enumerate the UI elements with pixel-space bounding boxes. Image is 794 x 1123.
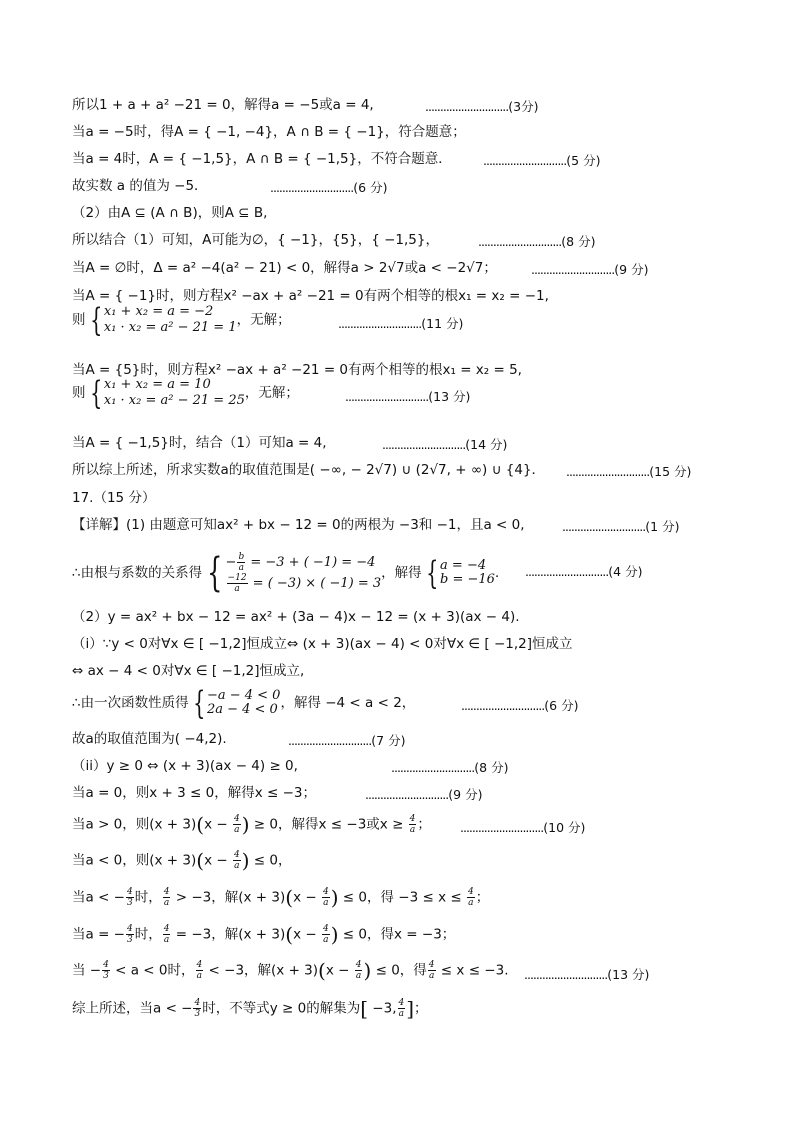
fraction [237, 552, 245, 573]
solution-line-l19: ⇔ ax − 4 < 0对∀x ∈ [ −1,2]恒成立, [72, 663, 305, 679]
left-brace: { [192, 684, 205, 722]
system-rows [226, 552, 382, 594]
fraction-denominator: a [355, 971, 362, 981]
left-paren: ( [285, 885, 294, 910]
fraction-denominator: a [428, 971, 435, 981]
fraction [398, 998, 406, 1019]
score-marker [461, 696, 578, 714]
left-brace: { [89, 301, 102, 339]
fraction-numerator: 4 [322, 924, 329, 934]
score-marker [270, 178, 387, 196]
system-row: −a − 4 < 0 [206, 688, 281, 703]
expr-x-minus: x − [293, 926, 321, 943]
solution-system [422, 554, 495, 592]
leader-dots: ............................ [365, 787, 449, 802]
text-run: ≤ 0，得 [371, 962, 427, 979]
solution-line-l3: 当a = 4时，A = { −1,5}，A ∩ B = { −1,5}，不符合题意． [72, 151, 452, 167]
leader-dots: ............................ [525, 564, 609, 579]
fraction-denominator: a [234, 584, 240, 594]
fraction [467, 887, 475, 908]
leader-dots: ............................ [338, 316, 422, 331]
score-marker [562, 517, 679, 535]
leader-dots: ............................ [483, 153, 567, 168]
solution-line-l8: 当A = { −1}时，则方程x² −ax + a² −21 = 0有两个相等的根x₁ = x₂ = −1, [72, 288, 549, 304]
case-a-equals-neg-4-3 [72, 924, 455, 945]
fraction-numerator: 4 [163, 887, 170, 897]
text-run: −3, [368, 1000, 397, 1017]
score-marker [524, 965, 649, 983]
text-run: 当 − [72, 962, 102, 979]
expr-x-minus: x − [293, 889, 321, 906]
score-marker [566, 462, 691, 480]
system-row: b = −16 [440, 572, 495, 587]
text-run: 当a > 0，则(x + 3) [72, 816, 197, 833]
equation-system [86, 374, 245, 412]
fraction [428, 960, 436, 981]
system-prefix: 则 [72, 312, 86, 328]
text-run: ≤ 0， [249, 852, 292, 869]
right-paren: ) [330, 922, 339, 947]
left-paren: ( [318, 958, 326, 983]
leader-dots: ............................ [382, 437, 466, 452]
score-marker [425, 97, 538, 115]
solution-line-l22: （ii）y ≥ 0 ⇔ (x + 3)(ax − 4) ≥ 0, [72, 758, 298, 774]
fraction-numerator: 4 [428, 960, 435, 970]
score-text: (8 分) [474, 760, 509, 775]
fraction-denominator: a [163, 935, 170, 945]
fraction-denominator: a [196, 971, 203, 981]
fraction-denominator: a [323, 898, 329, 908]
fraction-denominator: a [409, 825, 416, 835]
score-text: (6 分) [544, 698, 579, 713]
linear-function-line [72, 684, 416, 722]
fraction-denominator: a [323, 935, 329, 945]
fraction-denominator: 3 [194, 1009, 201, 1019]
fraction [322, 924, 330, 945]
score-marker [338, 314, 463, 332]
solution-line-l23: 当a = 0，则x + 3 ≤ 0，解得x ≤ −3； [72, 785, 316, 801]
text-run: < −3，解(x + 3) [204, 962, 319, 979]
text-run: ，解得 −4 < a < 2， [280, 695, 416, 711]
score-text: (15 分) [649, 464, 692, 479]
expr-x-minus: x − [325, 962, 354, 979]
left-brace: { [207, 550, 223, 596]
score-marker [483, 151, 600, 169]
text-run: < a < 0时， [110, 962, 195, 979]
fraction [233, 850, 241, 871]
left-bracket: [ [360, 996, 369, 1021]
fraction [126, 887, 134, 908]
leader-dots: ............................ [460, 820, 544, 835]
score-marker [478, 232, 595, 250]
fraction-denominator: 3 [126, 898, 133, 908]
expr-x-minus: x − [204, 816, 232, 833]
expr-x-minus: x − [204, 852, 232, 869]
score-text: (13 分) [428, 389, 471, 404]
fraction [163, 924, 171, 945]
fraction-numerator: 4 [196, 960, 203, 970]
fraction-numerator: 4 [126, 924, 133, 934]
right-paren: ) [330, 885, 339, 910]
system-rows [104, 304, 237, 336]
fraction-numerator: 4 [194, 998, 201, 1008]
score-marker [525, 562, 642, 580]
text-run: ； [414, 1000, 428, 1017]
solution-line-l15: 【详解】(1) 由题意可知ax² + bx − 12 = 0的两根为 −3和 −1，且a < 0, [72, 517, 525, 533]
fraction-numerator: 4 [233, 850, 240, 860]
text-run: 当a = − [72, 926, 125, 943]
right-paren: ) [241, 848, 250, 873]
score-text: (10 分) [543, 820, 586, 835]
text-run: 当a < − [72, 889, 125, 906]
case-a-negative [72, 850, 292, 871]
case-a-positive [72, 814, 431, 835]
left-paren: ( [196, 812, 205, 837]
vieta-line [72, 552, 508, 594]
fraction [227, 573, 248, 594]
leader-dots: ............................ [524, 967, 608, 982]
text-run: ，解得 [381, 565, 422, 581]
system-row [226, 552, 382, 573]
score-text: (1 分) [645, 519, 680, 534]
fraction-numerator: 4 [398, 998, 405, 1008]
system-line-l9 [72, 301, 291, 339]
right-paren: ) [363, 958, 372, 983]
right-bracket: ] [406, 996, 415, 1021]
text-run: 综上所述，当a < − [72, 1000, 193, 1017]
left-brace: { [89, 374, 102, 412]
score-marker [531, 260, 648, 278]
solution-line-l1: 所以1 + a + a² −21 = 0，解得a = −5或a = 4, [72, 97, 374, 113]
text-run: > −3，解(x + 3) [171, 889, 286, 906]
system-line-l11 [72, 374, 299, 412]
system-row: x₁ · x₂ = a² − 21 = 25 [103, 393, 245, 408]
fraction-denominator: a [238, 563, 245, 573]
fraction-numerator: 4 [103, 960, 109, 970]
system-row [226, 573, 382, 594]
score-marker [365, 785, 482, 803]
system-row: a = −4 [440, 558, 487, 573]
equation-system [202, 552, 381, 594]
score-text: (7 分) [371, 733, 406, 748]
fraction-numerator: 4 [467, 887, 474, 897]
solution-line-l10: 当A = {5}时，则方程x² −ax + a² −21 = 0有两个相等的根x₁ = x₂ = 5, [72, 362, 522, 378]
leader-dots: ............................ [288, 733, 372, 748]
fraction [409, 814, 417, 835]
solution-line-l4: 故实数 a 的值为 −5． [72, 178, 208, 194]
solution-line-l17: （2）y = ax² + bx − 12 = ax² + (3a − 4)x − 12 = (x + 3)(ax − 4). [72, 609, 520, 625]
fraction [233, 814, 241, 835]
system-row: x₁ · x₂ = a² − 21 = 1 [103, 320, 237, 335]
fraction [196, 960, 204, 981]
score-text: (3分) [508, 99, 539, 114]
solution-line-l14: 17.（15 分） [72, 490, 156, 506]
text-run: 时，不等式y ≥ 0的解集为 [202, 1000, 361, 1017]
leader-dots: ............................ [425, 99, 509, 114]
system-row: 2a − 4 < 0 [206, 702, 278, 717]
score-marker [391, 758, 508, 776]
text-run: 时， [134, 889, 162, 906]
fraction-numerator: −12 [227, 573, 247, 583]
left-paren: ( [285, 922, 294, 947]
fraction-denominator: a [468, 898, 474, 908]
score-text: (14 分) [465, 437, 508, 452]
system-rows [104, 377, 245, 409]
text-run: − [225, 555, 237, 570]
fraction-numerator: 4 [355, 960, 362, 970]
score-text: (11 分) [421, 316, 464, 331]
solution-line-l7: 当A = ∅时，Δ = a² −4(a² − 21) < 0，解得a > 2√7或a < −2√7； [72, 260, 497, 276]
text-run: = −3，解(x + 3) [171, 926, 286, 943]
case-a-less-than-neg-4-3 [72, 887, 489, 908]
text-run: 时， [134, 926, 162, 943]
system-prefix: 则 [72, 385, 86, 401]
leader-dots: ............................ [270, 180, 354, 195]
solution-line-l2: 当a = −5时，得A = { −1, −4}，A ∩ B = { −1}，符合题意； [72, 124, 466, 140]
system-suffix: ，无解； [236, 312, 291, 328]
leader-dots: ............................ [391, 760, 475, 775]
fraction-numerator: b [238, 552, 245, 562]
fraction [126, 924, 134, 945]
text-run: 当a < 0，则(x + 3) [72, 852, 197, 869]
fraction-denominator: a [163, 898, 170, 908]
fraction-denominator: 3 [126, 935, 133, 945]
text-run: ≤ x ≤ −3. [436, 962, 509, 979]
text-run: ． [494, 565, 509, 581]
left-paren: ( [196, 848, 205, 873]
text-run: ； [417, 816, 431, 833]
solution-line-l18: （i）∵y < 0对∀x ∈ [ −1,2]恒成立⇔ (x + 3)(ax − 4) < 0对∀x ∈ [ −1,2]恒成立 [72, 636, 573, 652]
fraction-numerator: 4 [233, 814, 240, 824]
system-row: x₁ + x₂ = a = −2 [103, 304, 214, 319]
leader-dots: ............................ [566, 464, 650, 479]
fraction [102, 960, 110, 981]
fraction-denominator: a [234, 861, 240, 871]
system-rows [440, 559, 495, 587]
leader-dots: ............................ [531, 262, 615, 277]
leader-dots: ............................ [478, 234, 562, 249]
score-text: (5 分) [566, 153, 601, 168]
score-text: (8 分) [561, 234, 596, 249]
fraction-numerator: 4 [163, 924, 170, 934]
score-marker [460, 818, 585, 836]
fraction-denominator: a [234, 825, 240, 835]
system-row: x₁ + x₂ = a = 10 [103, 377, 211, 392]
leader-dots: ............................ [562, 519, 646, 534]
text-run: ∴由一次函数性质得 [72, 695, 189, 711]
score-text: (9 分) [448, 787, 483, 802]
score-text: (9 分) [614, 262, 649, 277]
solution-line-l6: 所以结合（1）可知，A可能为∅，{ −1}，{5}，{ −1,5}， [72, 232, 439, 248]
score-marker [345, 387, 470, 405]
equation-system [86, 301, 237, 339]
leader-dots: ............................ [345, 389, 429, 404]
score-text: (4 分) [608, 564, 643, 579]
solution-line-l21: 故a的取值范围为( −4,2). [72, 731, 227, 747]
fraction [355, 960, 363, 981]
score-text: (13 分) [607, 967, 650, 982]
equation-system [189, 684, 281, 722]
solution-line-l5: （2）由A ⊆ (A ∩ B)，则A ⊆ B, [72, 205, 268, 221]
text-run: ≥ 0，解得x ≤ −3或x ≥ [249, 816, 408, 833]
text-run: ≤ 0，得x = −3； [338, 926, 456, 943]
text-run: ； [475, 889, 490, 906]
fraction [322, 887, 330, 908]
fraction [163, 887, 171, 908]
system-suffix: ，无解； [244, 385, 299, 401]
fraction-denominator: 3 [103, 971, 109, 981]
text-run: = ( −3) × ( −1) = 3 [248, 576, 382, 591]
score-marker [382, 435, 507, 453]
text-run: ≤ 0，得 −3 ≤ x ≤ [338, 889, 466, 906]
text-run: = −3 + ( −1) = −4 [246, 555, 376, 570]
fraction [193, 998, 201, 1019]
score-text: (6 分) [353, 180, 388, 195]
score-marker [288, 731, 405, 749]
conclusion-line [72, 998, 428, 1019]
text-run: ∴由根与系数的关系得 [72, 565, 203, 581]
right-paren: ) [241, 812, 250, 837]
fraction-numerator: 4 [322, 887, 329, 897]
case-a-between [72, 960, 509, 981]
fraction-denominator: a [398, 1009, 405, 1019]
left-brace: { [425, 554, 438, 592]
fraction-numerator: 4 [126, 887, 133, 897]
system-rows [207, 689, 281, 717]
leader-dots: ............................ [461, 698, 545, 713]
solution-line-l12: 当A = { −1,5}时，结合（1）可知a = 4, [72, 435, 327, 451]
solution-line-l13: 所以综上所述，所求实数a的取值范围是( −∞, − 2√7) ∪ (2√7, + ∞) ∪ {4}． [72, 462, 546, 478]
fraction-numerator: 4 [409, 814, 416, 824]
